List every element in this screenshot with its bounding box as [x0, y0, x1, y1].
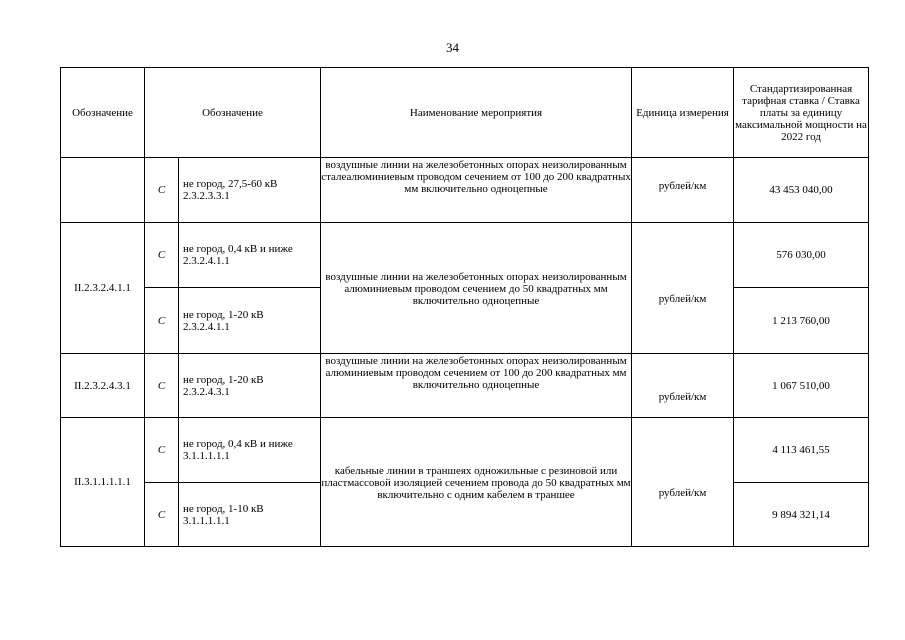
description-code: 2.3.2.4.3.1: [183, 385, 230, 398]
c-symbol-icon: C: [145, 223, 179, 288]
description-line: не город, 1-20 кВ: [183, 308, 264, 321]
description-line: не город, 1-20 кВ: [183, 373, 264, 386]
header-designation-1: Обозначение: [61, 68, 145, 158]
rate-value: 9 894 321,14: [734, 483, 869, 547]
table-row: [61, 223, 869, 288]
description-code: 3.1.1.1.1.1: [183, 514, 230, 527]
row-description: [179, 223, 321, 288]
header-designation-2: Обозначение: [145, 68, 321, 158]
row-code: [61, 158, 145, 223]
description-line: не город, 27,5-60 кВ: [183, 178, 278, 190]
rate-value: 1 213 760,00: [734, 288, 869, 354]
description-line: не город, 0,4 кВ и ниже: [183, 243, 293, 255]
table-row: [61, 418, 869, 483]
activity-name: воздушные линии на железобетонных опорах неизолированным алюминиевым проводом сечением от 100 до 200 квадратных мм включительно одноцепные: [321, 354, 632, 418]
rate-value: 43 453 040,00: [734, 158, 869, 223]
description-code: 2.3.2.4.1.1: [183, 255, 230, 267]
rate-value: 4 113 461,55: [734, 418, 869, 483]
row-description: [179, 354, 321, 418]
row-description: [179, 158, 321, 223]
page-number: 34: [446, 40, 459, 55]
rate-value: 1 067 510,00: [734, 354, 869, 418]
row-code: II.2.3.2.4.1.1: [61, 223, 145, 354]
tariff-table: [60, 67, 869, 547]
description-line: не город, 0,4 кВ и ниже: [183, 438, 293, 450]
description-code: 2.3.2.3.3.1: [183, 190, 230, 202]
c-symbol-icon: C: [145, 288, 179, 354]
activity-name: кабельные линии в траншеях одножильные с резиновой или пластмассовой изоляцией сечением провода до 50 квадратных мм включительно с одним кабелем в траншее: [321, 418, 632, 547]
c-symbol-icon: C: [145, 483, 179, 547]
row-description: [179, 483, 321, 547]
activity-name: воздушные линии на железобетонных опорах неизолированным алюминиевым проводом сечением до 50 квадратных мм включительно одноцепные: [321, 223, 632, 354]
table-row: [61, 158, 869, 223]
row-code: II.2.3.2.4.3.1: [61, 354, 145, 418]
header-rate: Стандартизированная тарифная ставка / Ставка платы за единицу максимальной мощности на 2022 год: [734, 68, 869, 158]
unit-cell: рублей/км: [632, 223, 734, 354]
c-symbol-icon: C: [145, 158, 179, 223]
row-description: [179, 418, 321, 483]
header-unit: Единица измерения: [632, 68, 734, 158]
unit-cell: рублей/км: [632, 418, 734, 547]
row-description: [179, 288, 321, 354]
description-code: 2.3.2.4.1.1: [183, 320, 230, 333]
description-line: не город, 1-10 кВ: [183, 502, 264, 515]
unit-cell: рублей/км: [632, 158, 734, 223]
table-row: [61, 354, 869, 418]
table-header-row: [61, 68, 869, 158]
header-activity: Наименование мероприятия: [321, 68, 632, 158]
c-symbol-icon: C: [145, 418, 179, 483]
description-code: 3.1.1.1.1.1: [183, 450, 230, 462]
activity-name: воздушные линии на железобетонных опорах неизолированным сталеалюминиевым проводом сечением от 100 до 200 квадратных мм включительно одноцепные: [321, 158, 632, 223]
rate-value: 576 030,00: [734, 223, 869, 288]
unit-cell: рублей/км: [632, 354, 734, 418]
c-symbol-icon: C: [145, 354, 179, 418]
row-code: II.3.1.1.1.1.1: [61, 418, 145, 547]
